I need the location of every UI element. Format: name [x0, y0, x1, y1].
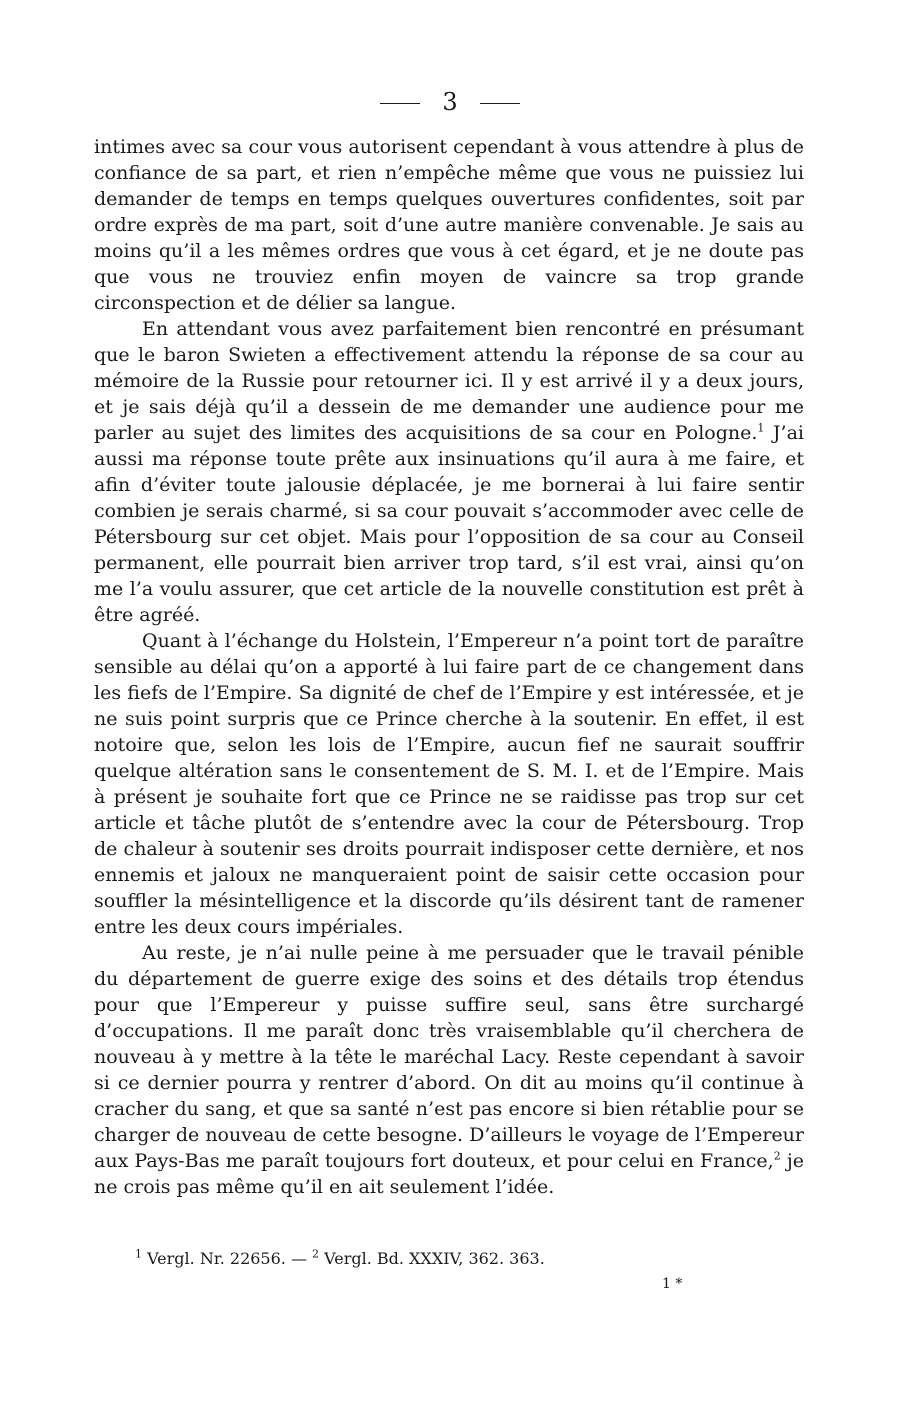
header-dash-left: [380, 103, 420, 104]
footnote-ref-1: Vergl. Nr. 22656. —: [142, 1249, 313, 1268]
paragraph-4: [94, 940, 804, 1200]
paragraph-3: Quant à l’échange du Holstein, l’Empereur n’a point tort de paraître sensible au délai qu’on a apporté à lui faire part de ce changement dans les fiefs de l’Empire. Sa dignité de chef de l’Empire y est intéressée, et je ne suis point surpris que ce Prince cherche à la soutenir. En effet, il est notoire que, selon les lois de l’Empire, aucun fief ne saurait souffrir quelque altération sans le consentement de S. M. I. et de l’Empire. Mais à présent je souhaite fort que ce Prince ne se raidisse pas trop sur cet article et tâche plutôt de s’entendre avec la cour de Pétersbourg. Trop de chaleur à soutenir ses droits pourrait indisposer cette dernière, et nos ennemis et jaloux ne manqueraient point de saisir cette occasion pour souffler la mésintelligence et la discorde qu’ils désirent tant de ramener entre les deux cours impériales.: [94, 630, 804, 938]
page-header: [0, 88, 900, 116]
paragraph-4-part2: je ne crois pas même qu’il en ait seulement l’idée.: [94, 1150, 804, 1198]
paragraph-2-part2: J’ai aussi ma réponse toute prête aux insinuations qu’il aura à me faire, et afin d’éviter toute jalousie déplacée, je me bornerai à lui faire sentir combien je serais charmé, si sa cour pouvait s’accommoder avec celle de Pétersbourg sur cet objet. Mais pour l’opposition de sa cour au Conseil permanent, elle pourrait bien arriver trop tard, s’il est vrai, ainsi qu’on me l’a voulu assurer, que cet article de la nouvelle constitution est prêt à être agréé.: [94, 422, 804, 626]
footnote-marker-2: 2: [773, 1149, 781, 1163]
signature-mark: 1 *: [662, 1276, 683, 1292]
paragraph-2: [94, 316, 804, 628]
footnote-number-1: 1: [135, 1247, 142, 1261]
paragraph-2-part1: En attendant vous avez parfaitement bien rencontré en présumant que le baron Swieten a effectivement attendu la réponse de sa cour au mémoire de la Russie pour retourner ici. Il y est arrivé il y a deux jours, et je sais déjà qu’il a dessein de me demander une audience pour me parler au sujet des limites des acquisitions de sa cour en Pologne.: [94, 318, 804, 444]
footnotes: [135, 1248, 735, 1270]
body-text: [94, 134, 804, 1200]
footnote-number-2: 2: [312, 1247, 320, 1261]
paragraph-4-part1: Au reste, je n’ai nulle peine à me persuader que le travail pénible du département de guerre exige des soins et des détails trop étendus pour que l’Empereur y puisse suffire seul, sans être surchargé d’occupations. Il me paraît donc très vraisemblable qu’il cherchera de nouveau à y mettre à la tête le maréchal Lacy. Reste cependant à savoir si ce dernier pourra y rentrer d’abord. On dit au moins qu’il continue à cracher du sang, et que sa santé n’est pas encore si bien rétablie pour se charger de nouveau de cette besogne. D’ailleurs le voyage de l’Empereur aux Pays-Bas me paraît toujours fort douteux, et pour celui en France,: [94, 942, 804, 1172]
paragraph-1: intimes avec sa cour vous autorisent cependant à vous attendre à plus de confiance de sa part, et rien n’empêche même que vous ne puissiez lui demander de temps en temps quelques ouvertures confidentes, soit par ordre exprès de ma part, soit d’une autre manière convenable. Je sais au moins qu’il a les mêmes ordres que vous à cet égard, et je ne doute pas que vous ne trouviez enfin moyen de vaincre sa trop grande circonspection et de délier sa langue.: [94, 136, 804, 314]
footnote-marker-1: 1: [757, 421, 765, 435]
footnote-ref-2: Vergl. Bd. XXXIV, 362. 363.: [319, 1249, 545, 1268]
page-number: 3: [442, 88, 458, 116]
header-dash-right: [480, 103, 520, 104]
